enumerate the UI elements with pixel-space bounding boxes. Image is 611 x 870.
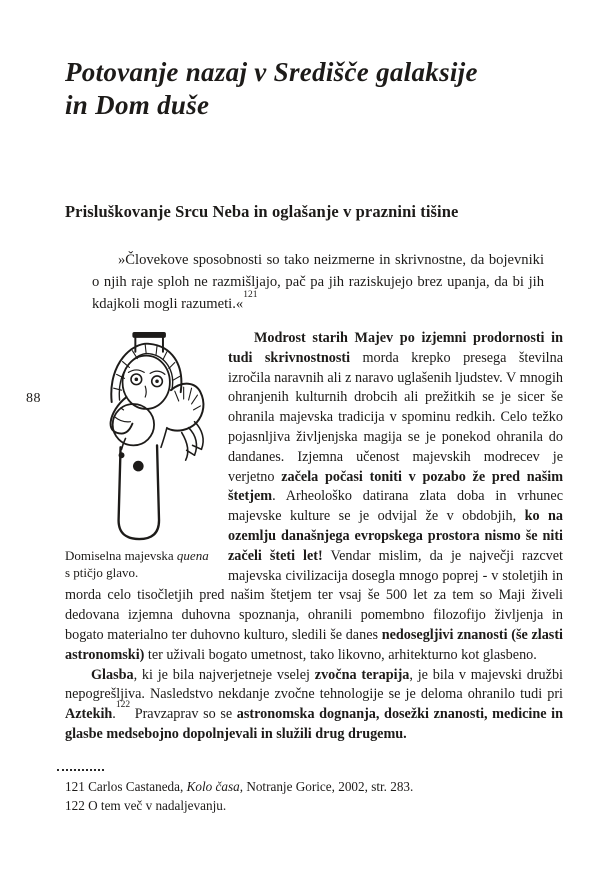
figure-caption: Domiselna majevska quena s ptičjo glavo. — [65, 548, 209, 580]
section-heading: Prisluškovanje Srcu Neba in oglašanje v praznini tišine — [65, 202, 459, 221]
mouthpiece-cap — [132, 332, 166, 338]
quena-illustration-figure — [65, 329, 228, 585]
footnote-separator — [57, 769, 104, 771]
footnote-122: 122 O tem več v nadaljevanju. — [65, 798, 227, 813]
body-paragraph-2: Glasba, ki je bila najverjetneje vselej zvočna terapija, je bila v majevski družbi nepogrešljiva. Nasledstvo nekdanje zvočne tehnologije se je deloma ohranilo tudi pri Aztekih.$^{122}$ Pravzaprav so se astronomska dognanja, dosežki znanosti, medicine in glasbe medsebojno dopolnjevali in služili drug drugemu. — [65, 666, 563, 742]
chapter-title — [65, 56, 545, 122]
quena-bird-illustration — [105, 331, 215, 543]
footnote-121: 121 Carlos Castaneda, Kolo časa, Notranje Gorice, 2002, str. 283. — [65, 779, 414, 794]
chapter-title-line1: Potovanje nazaj v Središče galaksije — [65, 57, 478, 87]
body-text — [65, 329, 563, 745]
epigraph-quote: »Človekove sposobnosti so tako neizmerne in skrivnostne, da bojevniki o njih raje sploh ne razmišljajo, pač pa jih raziskujejo brez upanja, da bi jih kdajkoli mogli razumeti.«$^{121}$ — [92, 252, 544, 312]
page-number: 88 — [26, 391, 41, 406]
footnotes — [65, 777, 563, 815]
body-paragraph-1: Modrost starih Majev po izjemni prodornosti in tudi skrivnostnosti morda krepko presega številna izročila naravnih ali z naravo uglašenih ljudstev. V mnogih ohranjenih kulturnih drobcih ali prežitkih se je sicer še ohranila majevska tradicija v spominu redkih. Celo težko pojasnljiva življenjska magija se je ponekod ohranila do dandanes. Izjemna učenost majevskih modrecev je verjetno začela počasi toniti v pozabo že pred našim štetjem. Arheološko datirana zlata doba in vrhunec majevske kulture se je odvijal že v obdobjih, ko na ozemlju današnjega evropskega prostora nismo še niti začeli šteti let! Vendar mislim, da je največji razcvet majevska civilizacija dosegla mnogo poprej - v stoletjih in morda celo tisočletjih pred našim štetjem ter vsaj še 500 let za tem so Maji živeli dedovana izjemna duhovna spoznanja, ohranili pomembno filozofijo življenja in bogato materialno ter duhovno kulturo, sledili še danes nedosegljivi znanosti (še zlasti astronomski) ter uživali bogato umetnost, tako likovno, arhitekturno kot glasbeno. — [65, 330, 564, 663]
chapter-title-line2: in Dom duše — [65, 90, 210, 120]
